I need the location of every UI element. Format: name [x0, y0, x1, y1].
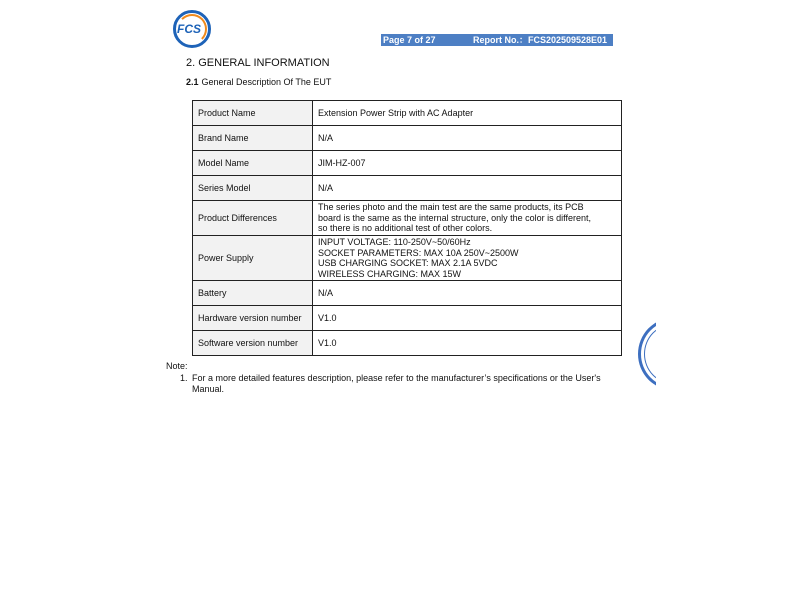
row-value	[313, 201, 622, 236]
row-value-line: V1.0	[318, 337, 337, 348]
eut-description-table	[192, 100, 622, 356]
logo-text: FCS	[177, 22, 201, 36]
company-seal-stamp	[636, 318, 656, 390]
row-value	[313, 236, 622, 281]
note-number: 1.	[180, 373, 188, 383]
table-row	[193, 151, 622, 176]
note-label: Note:	[166, 361, 188, 371]
table-row	[193, 281, 622, 306]
note-item	[180, 373, 640, 394]
row-value	[313, 306, 622, 331]
table-row	[193, 126, 622, 151]
page-number: Page 7 of 27	[383, 35, 436, 45]
report-number: Report No.：FCS202509528E01	[473, 35, 608, 45]
row-label: Product Name	[193, 101, 313, 126]
row-value-line: INPUT VOLTAGE: 110-250V~50/60Hz	[318, 237, 471, 247]
row-value-line: Extension Power Strip with AC Adapter	[318, 107, 474, 118]
row-value	[313, 331, 622, 356]
row-value	[313, 126, 622, 151]
subsection-title	[186, 77, 331, 87]
table-row	[193, 306, 622, 331]
row-label: Hardware version number	[193, 306, 313, 331]
row-value-line: USB CHARGING SOCKET: MAX 2.1A 5VDC	[318, 258, 498, 268]
row-label: Software version number	[193, 331, 313, 356]
row-value	[313, 101, 622, 126]
row-label: Brand Name	[193, 126, 313, 151]
section-title: 2. GENERAL INFORMATION	[186, 57, 330, 69]
row-value-line: so there is no additional test of other colors.	[318, 223, 493, 234]
company-logo	[173, 10, 213, 48]
subsection-number: 2.1	[186, 77, 199, 87]
row-value-line: N/A	[318, 182, 334, 193]
row-value-line: board is the same as the internal structure, only the color is different,	[318, 212, 591, 223]
row-label: Battery	[193, 281, 313, 306]
page-header-bar	[381, 34, 613, 46]
table-row	[193, 201, 622, 236]
table-row	[193, 101, 622, 126]
row-label: Product Differences	[193, 201, 313, 236]
table-row	[193, 176, 622, 201]
row-value-line: V1.0	[318, 312, 337, 323]
table-row	[193, 236, 622, 281]
row-value-line: The series photo and the main test are the same products, its PCB	[318, 202, 584, 213]
table-row	[193, 331, 622, 356]
row-value-line: N/A	[318, 132, 334, 143]
row-label: Power Supply	[193, 236, 313, 281]
subsection-text: General Description Of The EUT	[201, 77, 332, 87]
row-value	[313, 151, 622, 176]
row-value-line: WIRELESS CHARGING: MAX 15W	[318, 268, 462, 279]
row-label: Model Name	[193, 151, 313, 176]
row-value-line: JIM-HZ-007	[318, 157, 366, 168]
row-value-line: SOCKET PARAMETERS: MAX 10A 250V~2500W	[318, 247, 519, 258]
note-line: For a more detailed features description, please refer to the manufacturer’s specifications or the User's	[192, 373, 601, 383]
row-label: Series Model	[193, 176, 313, 201]
row-value	[313, 176, 622, 201]
row-value	[313, 281, 622, 306]
row-value-line: N/A	[318, 287, 334, 298]
note-line: Manual.	[192, 383, 225, 394]
